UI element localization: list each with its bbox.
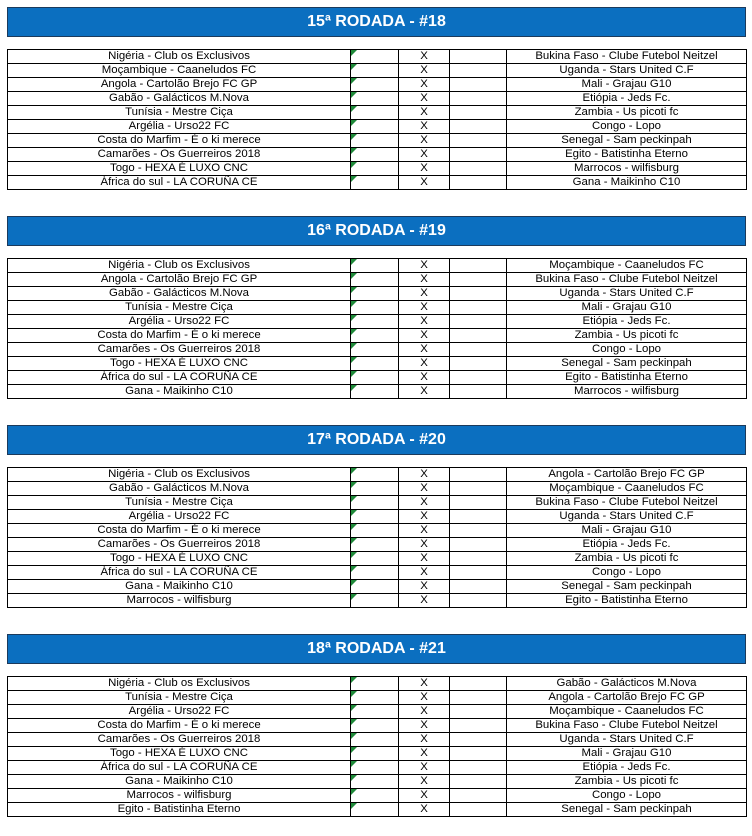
match-row [8,482,747,496]
home-team-cell[interactable]: Argélia - Urso22 FC [8,315,351,329]
versus-cell: X [399,482,450,496]
comment-marker-icon [351,120,357,126]
versus-cell: X [399,50,450,64]
away-team-cell[interactable]: Bukina Faso - Clube Futebol Neitzel [507,273,747,287]
comment-marker-icon [351,148,357,154]
comment-marker-icon [351,761,357,767]
comment-marker-icon [351,552,357,558]
home-score-cell[interactable] [351,789,399,803]
away-score-cell[interactable] [450,510,507,524]
match-row [8,120,747,134]
comment-marker-icon [351,106,357,112]
match-row [8,273,747,287]
away-score-cell[interactable] [450,385,507,399]
match-row [8,106,747,120]
away-team-cell[interactable]: Gana - Maikinho C10 [507,176,747,190]
versus-cell: X [399,385,450,399]
away-score-cell[interactable] [450,287,507,301]
home-team-cell[interactable]: Angola - Cartolão Brejo FC GP [8,273,351,287]
home-team-cell[interactable]: Argélia - Urso22 FC [8,705,351,719]
home-score-cell[interactable] [351,747,399,761]
versus-cell: X [399,259,450,273]
versus-cell: X [399,677,450,691]
home-team-cell[interactable]: Argélia - Urso22 FC [8,510,351,524]
away-team-cell[interactable]: Etiópia - Jeds Fc. [507,761,747,775]
home-team-cell[interactable]: Togo - HEXA É LUXO CNC [8,747,351,761]
home-team-cell[interactable]: Nigéria - Club os Exclusivos [8,50,351,64]
away-score-cell[interactable] [450,719,507,733]
away-team-cell[interactable]: Zambia - Us picoti fc [507,329,747,343]
away-score-cell[interactable] [450,496,507,510]
versus-cell: X [399,162,450,176]
match-row [8,594,747,608]
comment-marker-icon [351,677,357,683]
versus-cell: X [399,566,450,580]
match-row [8,134,747,148]
away-score-cell[interactable] [450,552,507,566]
comment-marker-icon [351,691,357,697]
home-team-cell[interactable]: Egito - Batistinha Eterno [8,803,351,817]
versus-cell: X [399,106,450,120]
away-score-cell[interactable] [450,538,507,552]
away-team-cell[interactable]: Moçambique - Caaneludos FC [507,705,747,719]
away-team-cell[interactable]: Uganda - Stars United C.F [507,510,747,524]
comment-marker-icon [351,315,357,321]
versus-cell: X [399,594,450,608]
comment-marker-icon [351,259,357,265]
comment-marker-icon [351,510,357,516]
match-row [8,92,747,106]
match-row [8,78,747,92]
away-team-cell[interactable]: Egito - Batistinha Eterno [507,594,747,608]
match-row [8,789,747,803]
match-row [8,357,747,371]
match-row [8,538,747,552]
matches-table [7,467,747,608]
away-team-cell[interactable]: Marrocos - wilfisburg [507,162,747,176]
home-score-cell[interactable] [351,162,399,176]
versus-cell: X [399,524,450,538]
match-row [8,566,747,580]
home-team-cell[interactable]: Camarões - Os Guerreiros 2018 [8,148,351,162]
home-team-cell[interactable]: Moçambique - Caaneludos FC [8,64,351,78]
comment-marker-icon [351,803,357,809]
versus-cell: X [399,496,450,510]
versus-cell: X [399,733,450,747]
comment-marker-icon [351,482,357,488]
home-team-cell[interactable]: Gana - Maikinho C10 [8,580,351,594]
home-score-cell[interactable] [351,301,399,315]
home-score-cell[interactable] [351,287,399,301]
home-score-cell[interactable] [351,496,399,510]
match-row [8,510,747,524]
away-score-cell[interactable] [450,371,507,385]
comment-marker-icon [351,176,357,182]
comment-marker-icon [351,566,357,572]
away-team-cell[interactable]: Congo - Lopo [507,789,747,803]
home-team-cell[interactable]: Tunísia - Mestre Ciça [8,301,351,315]
away-team-cell[interactable]: Congo - Lopo [507,120,747,134]
home-team-cell[interactable]: Nigéria - Club os Exclusivos [8,468,351,482]
home-score-cell[interactable] [351,343,399,357]
versus-cell: X [399,775,450,789]
match-row [8,148,747,162]
away-team-cell[interactable]: Marrocos - wilfisburg [507,385,747,399]
away-team-cell[interactable]: Senegal - Sam peckinpah [507,134,747,148]
away-score-cell[interactable] [450,120,507,134]
away-team-cell[interactable]: Zambia - Us picoti fc [507,552,747,566]
versus-cell: X [399,273,450,287]
home-score-cell[interactable] [351,580,399,594]
comment-marker-icon [351,594,357,600]
away-team-cell[interactable]: Bukina Faso - Clube Futebol Neitzel [507,496,747,510]
away-score-cell[interactable] [450,677,507,691]
home-team-cell[interactable]: Gabão - Galácticos M.Nova [8,92,351,106]
versus-cell: X [399,761,450,775]
away-score-cell[interactable] [450,134,507,148]
home-score-cell[interactable] [351,259,399,273]
away-team-cell[interactable]: Mali - Grajau G10 [507,747,747,761]
away-score-cell[interactable] [450,50,507,64]
away-team-cell[interactable]: Uganda - Stars United C.F [507,733,747,747]
home-score-cell[interactable] [351,329,399,343]
versus-cell: X [399,64,450,78]
home-score-cell[interactable] [351,566,399,580]
versus-cell: X [399,120,450,134]
home-score-cell[interactable] [351,775,399,789]
match-row [8,747,747,761]
away-score-cell[interactable] [450,482,507,496]
match-row [8,719,747,733]
home-score-cell[interactable] [351,78,399,92]
away-score-cell[interactable] [450,789,507,803]
home-team-cell[interactable]: Tunísia - Mestre Ciça [8,496,351,510]
home-team-cell[interactable]: Nigéria - Club os Exclusivos [8,677,351,691]
away-score-cell[interactable] [450,273,507,287]
home-score-cell[interactable] [351,106,399,120]
away-score-cell[interactable] [450,733,507,747]
away-score-cell[interactable] [450,594,507,608]
away-team-cell[interactable]: Mali - Grajau G10 [507,524,747,538]
match-row [8,705,747,719]
match-row [8,691,747,705]
versus-cell: X [399,92,450,106]
match-row [8,64,747,78]
home-score-cell[interactable] [351,92,399,106]
away-team-cell[interactable]: Uganda - Stars United C.F [507,64,747,78]
home-team-cell[interactable]: Gana - Maikinho C10 [8,775,351,789]
match-row [8,775,747,789]
comment-marker-icon [351,301,357,307]
match-row [8,371,747,385]
versus-cell: X [399,301,450,315]
round-header: 18ª RODADA - #21 [7,634,746,664]
away-score-cell[interactable] [450,176,507,190]
home-score-cell[interactable] [351,357,399,371]
home-team-cell[interactable]: Camarões - Os Guerreiros 2018 [8,343,351,357]
home-team-cell[interactable]: Camarões - Os Guerreiros 2018 [8,538,351,552]
home-team-cell[interactable]: Togo - HEXA É LUXO CNC [8,162,351,176]
comment-marker-icon [351,134,357,140]
versus-cell: X [399,78,450,92]
away-team-cell[interactable]: Zambia - Us picoti fc [507,775,747,789]
comment-marker-icon [351,385,357,391]
comment-marker-icon [351,496,357,502]
home-score-cell[interactable] [351,691,399,705]
comment-marker-icon [351,705,357,711]
away-team-cell[interactable]: Etiópia - Jeds Fc. [507,315,747,329]
round-header: 16ª RODADA - #19 [7,216,746,246]
away-score-cell[interactable] [450,691,507,705]
home-score-cell[interactable] [351,594,399,608]
away-score-cell[interactable] [450,329,507,343]
away-score-cell[interactable] [450,747,507,761]
match-row [8,287,747,301]
home-score-cell[interactable] [351,538,399,552]
away-score-cell[interactable] [450,259,507,273]
home-score-cell[interactable] [351,176,399,190]
match-row [8,50,747,64]
away-score-cell[interactable] [450,761,507,775]
home-team-cell[interactable]: Nigéria - Club os Exclusivos [8,259,351,273]
comment-marker-icon [351,50,357,56]
matches-table [7,258,747,399]
versus-cell: X [399,789,450,803]
away-score-cell[interactable] [450,92,507,106]
home-team-cell[interactable]: Gabão - Galácticos M.Nova [8,482,351,496]
versus-cell: X [399,719,450,733]
home-score-cell[interactable] [351,761,399,775]
away-score-cell[interactable] [450,148,507,162]
home-team-cell[interactable]: Togo - HEXA É LUXO CNC [8,552,351,566]
versus-cell: X [399,747,450,761]
comment-marker-icon [351,162,357,168]
home-team-cell[interactable]: Camarões - Os Guerreiros 2018 [8,733,351,747]
versus-cell: X [399,357,450,371]
match-row [8,761,747,775]
comment-marker-icon [351,371,357,377]
match-row [8,552,747,566]
home-score-cell[interactable] [351,50,399,64]
match-row [8,176,747,190]
home-score-cell[interactable] [351,733,399,747]
versus-cell: X [399,803,450,817]
home-score-cell[interactable] [351,134,399,148]
home-score-cell[interactable] [351,385,399,399]
away-team-cell[interactable]: Etiópia - Jeds Fc. [507,538,747,552]
away-score-cell[interactable] [450,64,507,78]
away-team-cell[interactable]: Egito - Batistinha Eterno [507,148,747,162]
away-score-cell[interactable] [450,162,507,176]
versus-cell: X [399,552,450,566]
comment-marker-icon [351,273,357,279]
away-score-cell[interactable] [450,705,507,719]
away-team-cell[interactable]: Senegal - Sam peckinpah [507,580,747,594]
away-score-cell[interactable] [450,524,507,538]
home-team-cell[interactable]: Gana - Maikinho C10 [8,385,351,399]
home-team-cell[interactable]: Tunísia - Mestre Ciça [8,106,351,120]
away-score-cell[interactable] [450,315,507,329]
home-team-cell[interactable]: Costa do Marfim - É o ki merece [8,329,351,343]
home-score-cell[interactable] [351,64,399,78]
comment-marker-icon [351,789,357,795]
away-team-cell[interactable]: Senegal - Sam peckinpah [507,803,747,817]
match-row [8,803,747,817]
comment-marker-icon [351,733,357,739]
home-team-cell[interactable]: África do sul - LA CORUÑA CE [8,371,351,385]
home-score-cell[interactable] [351,719,399,733]
match-row [8,301,747,315]
home-team-cell[interactable]: África do sul - LA CORUÑA CE [8,761,351,775]
home-team-cell[interactable]: África do sul - LA CORUÑA CE [8,176,351,190]
versus-cell: X [399,176,450,190]
comment-marker-icon [351,747,357,753]
comment-marker-icon [351,329,357,335]
away-team-cell[interactable]: Moçambique - Caaneludos FC [507,259,747,273]
comment-marker-icon [351,719,357,725]
comment-marker-icon [351,343,357,349]
matches-table [7,676,747,817]
away-team-cell[interactable]: Senegal - Sam peckinpah [507,357,747,371]
comment-marker-icon [351,775,357,781]
versus-cell: X [399,371,450,385]
round-header: 17ª RODADA - #20 [7,425,746,455]
home-team-cell[interactable]: Argélia - Urso22 FC [8,120,351,134]
match-row [8,315,747,329]
comment-marker-icon [351,524,357,530]
versus-cell: X [399,705,450,719]
matches-table [7,49,747,190]
versus-cell: X [399,134,450,148]
away-score-cell[interactable] [450,343,507,357]
match-row [8,329,747,343]
versus-cell: X [399,691,450,705]
away-team-cell[interactable]: Bukina Faso - Clube Futebol Neitzel [507,50,747,64]
away-team-cell[interactable]: Moçambique - Caaneludos FC [507,482,747,496]
versus-cell: X [399,510,450,524]
match-row [8,677,747,691]
home-team-cell[interactable]: Tunísia - Mestre Ciça [8,691,351,705]
match-row [8,496,747,510]
home-team-cell[interactable]: Gabão - Galácticos M.Nova [8,287,351,301]
away-score-cell[interactable] [450,580,507,594]
home-score-cell[interactable] [351,468,399,482]
comment-marker-icon [351,78,357,84]
match-row [8,259,747,273]
away-team-cell[interactable]: Congo - Lopo [507,566,747,580]
home-score-cell[interactable] [351,273,399,287]
home-score-cell[interactable] [351,510,399,524]
home-team-cell[interactable]: Costa do Marfim - É o ki merece [8,134,351,148]
match-row [8,162,747,176]
home-score-cell[interactable] [351,148,399,162]
away-team-cell[interactable]: Egito - Batistinha Eterno [507,371,747,385]
versus-cell: X [399,538,450,552]
away-team-cell[interactable]: Angola - Cartolão Brejo FC GP [507,691,747,705]
versus-cell: X [399,287,450,301]
comment-marker-icon [351,580,357,586]
home-score-cell[interactable] [351,120,399,134]
versus-cell: X [399,468,450,482]
away-team-cell[interactable]: Congo - Lopo [507,343,747,357]
home-team-cell[interactable]: África do sul - LA CORUÑA CE [8,566,351,580]
home-score-cell[interactable] [351,552,399,566]
home-score-cell[interactable] [351,482,399,496]
home-score-cell[interactable] [351,315,399,329]
away-score-cell[interactable] [450,106,507,120]
home-score-cell[interactable] [351,677,399,691]
comment-marker-icon [351,287,357,293]
home-score-cell[interactable] [351,803,399,817]
away-team-cell[interactable]: Uganda - Stars United C.F [507,287,747,301]
match-row [8,343,747,357]
home-team-cell[interactable]: Angola - Cartolão Brejo FC GP [8,78,351,92]
comment-marker-icon [351,64,357,70]
home-team-cell[interactable]: Costa do Marfim - É o ki merece [8,524,351,538]
away-team-cell[interactable]: Angola - Cartolão Brejo FC GP [507,468,747,482]
away-score-cell[interactable] [450,78,507,92]
comment-marker-icon [351,538,357,544]
home-score-cell[interactable] [351,524,399,538]
away-team-cell[interactable]: Zambia - Us picoti fc [507,106,747,120]
match-row [8,468,747,482]
away-team-cell[interactable]: Mali - Grajau G10 [507,78,747,92]
versus-cell: X [399,315,450,329]
away-team-cell[interactable]: Gabão - Galácticos M.Nova [507,677,747,691]
versus-cell: X [399,343,450,357]
away-score-cell[interactable] [450,775,507,789]
away-score-cell[interactable] [450,566,507,580]
round-header: 15ª RODADA - #18 [7,7,746,37]
home-team-cell[interactable]: Marrocos - wilfisburg [8,594,351,608]
home-score-cell[interactable] [351,371,399,385]
versus-cell: X [399,580,450,594]
match-row [8,580,747,594]
away-team-cell[interactable]: Bukina Faso - Clube Futebol Neitzel [507,719,747,733]
match-row [8,385,747,399]
home-score-cell[interactable] [351,705,399,719]
home-team-cell[interactable]: Marrocos - wilfisburg [8,789,351,803]
comment-marker-icon [351,357,357,363]
match-row [8,733,747,747]
match-row [8,524,747,538]
away-score-cell[interactable] [450,468,507,482]
versus-cell: X [399,329,450,343]
away-score-cell[interactable] [450,301,507,315]
comment-marker-icon [351,92,357,98]
away-team-cell[interactable]: Mali - Grajau G10 [507,301,747,315]
home-team-cell[interactable]: Togo - HEXA É LUXO CNC [8,357,351,371]
home-team-cell[interactable]: Costa do Marfim - É o ki merece [8,719,351,733]
away-score-cell[interactable] [450,803,507,817]
versus-cell: X [399,148,450,162]
away-score-cell[interactable] [450,357,507,371]
away-team-cell[interactable]: Etiópia - Jeds Fc. [507,92,747,106]
comment-marker-icon [351,468,357,474]
